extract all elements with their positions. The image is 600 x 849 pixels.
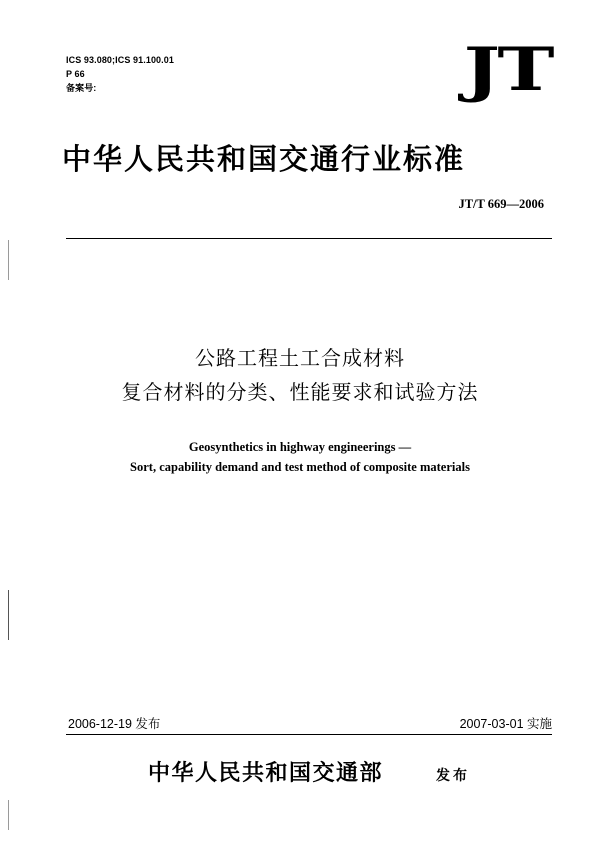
title-cn-line2: 复合材料的分类、性能要求和试验方法 xyxy=(121,380,479,404)
title-en-line1: Geosynthetics in highway engineerings — xyxy=(188,440,412,454)
top-divider xyxy=(66,238,552,239)
title-cn-line1: 公路工程土工合成材料 xyxy=(195,346,405,370)
jt-logo: JT xyxy=(463,35,552,105)
standard-number: JT/T 669—2006 xyxy=(458,197,544,211)
ics-code: ICS 93.080;ICS 91.100.01 xyxy=(66,55,174,65)
scan-artifact xyxy=(8,240,9,280)
issuing-authority: 中华人民共和国交通部 xyxy=(148,761,384,786)
standard-category-title: 中华人民共和国交通行业标准 xyxy=(62,142,466,176)
issuer-action: 发布 xyxy=(436,768,470,784)
scan-artifact xyxy=(8,590,9,640)
filing-number-label: 备案号: xyxy=(66,83,97,93)
issue-date: 2006-12-19 发布 xyxy=(68,717,161,731)
ccs-code: P 66 xyxy=(66,69,85,79)
bottom-divider xyxy=(66,734,552,735)
scan-artifact xyxy=(8,800,9,830)
effective-date: 2007-03-01 实施 xyxy=(459,717,552,731)
title-en-line2: Sort, capability demand and test method of composite materials xyxy=(130,460,470,474)
